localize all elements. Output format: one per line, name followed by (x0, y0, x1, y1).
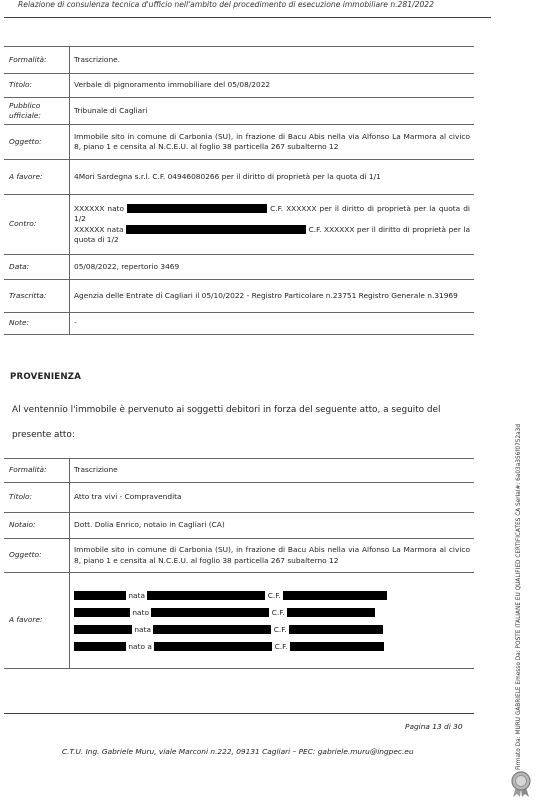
row-label: Oggetto: (4, 539, 70, 573)
contro-prefix: XXXXXX nato (74, 203, 125, 213)
row-label: Titolo: (4, 74, 70, 98)
row-label: Titolo: (4, 483, 70, 513)
certificate-seal-icon (508, 770, 534, 798)
row-label: Trascritta: (4, 280, 70, 313)
provenienza-table (4, 458, 474, 669)
table-row (4, 195, 474, 255)
table-row (4, 483, 474, 513)
row-value: Immobile sito in comune di Carbonia (SU), in frazione di Bacu Abis nella via Alfonso La Marmora al civico 8, piano 1 e censita al N.C.E.U. al foglio 38 particella 267 subalterno 12 (70, 539, 475, 573)
table-row (4, 280, 474, 313)
document-footer: C.T.U. Ing. Gabriele Muru, viale Marconi n.222, 09131 Cagliari – PEC: gabriele.muru@ingpec.eu (62, 747, 414, 756)
header-rule (4, 17, 491, 18)
table-row (4, 313, 474, 335)
afavore-cf: C.F. (267, 590, 281, 600)
row-value: Trascrizione. (70, 47, 475, 74)
afavore-cf: C.F. (273, 624, 287, 634)
redaction-bar (289, 625, 383, 634)
table-row (4, 160, 474, 195)
redaction-bar (153, 625, 271, 634)
row-value: 05/08/2022, repertorio 3469 (70, 255, 475, 280)
afavore-mid: nato a (128, 641, 152, 651)
afavore-cf: C.F. (274, 641, 288, 651)
redaction-bar (151, 608, 269, 617)
table-row (4, 459, 474, 483)
table-row (4, 513, 474, 539)
row-value: Agenzia delle Entrate di Cagliari il 05/10/2022 - Registro Particolare n.23751 Registro Generale n.31969 (70, 280, 475, 313)
redaction-bar (290, 642, 384, 651)
afavore-mid: nata (134, 624, 151, 634)
table-row (4, 98, 474, 125)
afavore-line (74, 604, 470, 621)
table-row (4, 74, 474, 98)
redaction-bar (74, 625, 132, 634)
contro-prefix: XXXXXX nata (74, 224, 124, 234)
row-value: Atto tra vivi - Compravendita (70, 483, 475, 513)
row-value: Trascrizione (70, 459, 475, 483)
afavore-cf: C.F. (271, 607, 285, 617)
table-row (4, 573, 474, 669)
pignoramento-table (4, 46, 474, 335)
contro-suffix: C.F. XXXXXX per il diritto di proprietà per la quota di 1/2 (74, 224, 470, 244)
row-label: Notaio: (4, 513, 70, 539)
row-label: A favore: (4, 160, 70, 195)
row-label: A favore: (4, 573, 70, 669)
redaction-bar (74, 642, 126, 651)
row-value: Tribunale di Cagliari (70, 98, 475, 125)
row-label: Formalità: (4, 459, 70, 483)
table-row (4, 539, 474, 573)
redaction-bar (127, 204, 267, 213)
redaction-bar (74, 591, 126, 600)
row-value (70, 195, 475, 255)
redaction-bar (283, 591, 387, 600)
row-label: Formalità: (4, 47, 70, 74)
afavore-line (74, 621, 470, 638)
row-label: Data: (4, 255, 70, 280)
table-row (4, 125, 474, 160)
redaction-bar (74, 608, 130, 617)
row-value: Immobile sito in comune di Carbonia (SU), in frazione di Bacu Abis nella via Alfonso La Marmora al civico 8, piano 1 e censita al N.C.E.U. al foglio 38 particella 267 subalterno 12 (70, 125, 475, 160)
row-value: Verbale di pignoramento immobiliare del 05/08/2022 (70, 74, 475, 98)
redaction-bar (126, 225, 306, 234)
redaction-bar (287, 608, 375, 617)
table-row (4, 47, 474, 74)
table-row (4, 255, 474, 280)
row-value: Dott. Dolia Enrico, notaio in Cagliari (CA) (70, 513, 475, 539)
row-label: Contro: (4, 195, 70, 255)
provenienza-paragraph: Al ventennio l'immobile è pervenuto ai soggetti debitori in forza del seguente atto, a seguito del presente atto: (12, 405, 441, 440)
afavore-mid: nata (128, 590, 145, 600)
section-title: PROVENIENZA (10, 372, 82, 382)
redaction-bar (154, 642, 272, 651)
row-value: 4Mori Sardegna s.r.l. C.F. 04946080266 per il diritto di proprietà per la quota di 1/1 (70, 160, 475, 195)
row-label: Oggetto: (4, 125, 70, 160)
contro-suffix: C.F. XXXXXX per il diritto di proprietà per la quota di 1/2 (74, 203, 470, 223)
page-number: Pagina 13 di 30 (405, 722, 463, 731)
digital-signature-text: Firmato Da: MURU GABRIELE Emesso Da: POSTE ITALIANE EU QUALIFIED CERTIFICATES CA Serial#: 6a03a356f0752a3d (516, 423, 522, 770)
row-label: Note: (4, 313, 70, 335)
footer-rule (4, 713, 474, 714)
redaction-bar (147, 591, 265, 600)
afavore-line (74, 638, 470, 655)
row-value: - (70, 313, 475, 335)
afavore-mid: nato (132, 607, 149, 617)
afavore-line (74, 587, 470, 604)
row-value (70, 573, 475, 669)
document-header: Relazione di consulenza tecnica d'ufficio nell'ambito del procedimento di esecuzione immobiliare n.281/2022 (18, 0, 434, 9)
row-label: Pubblico ufficiale: (4, 98, 70, 125)
